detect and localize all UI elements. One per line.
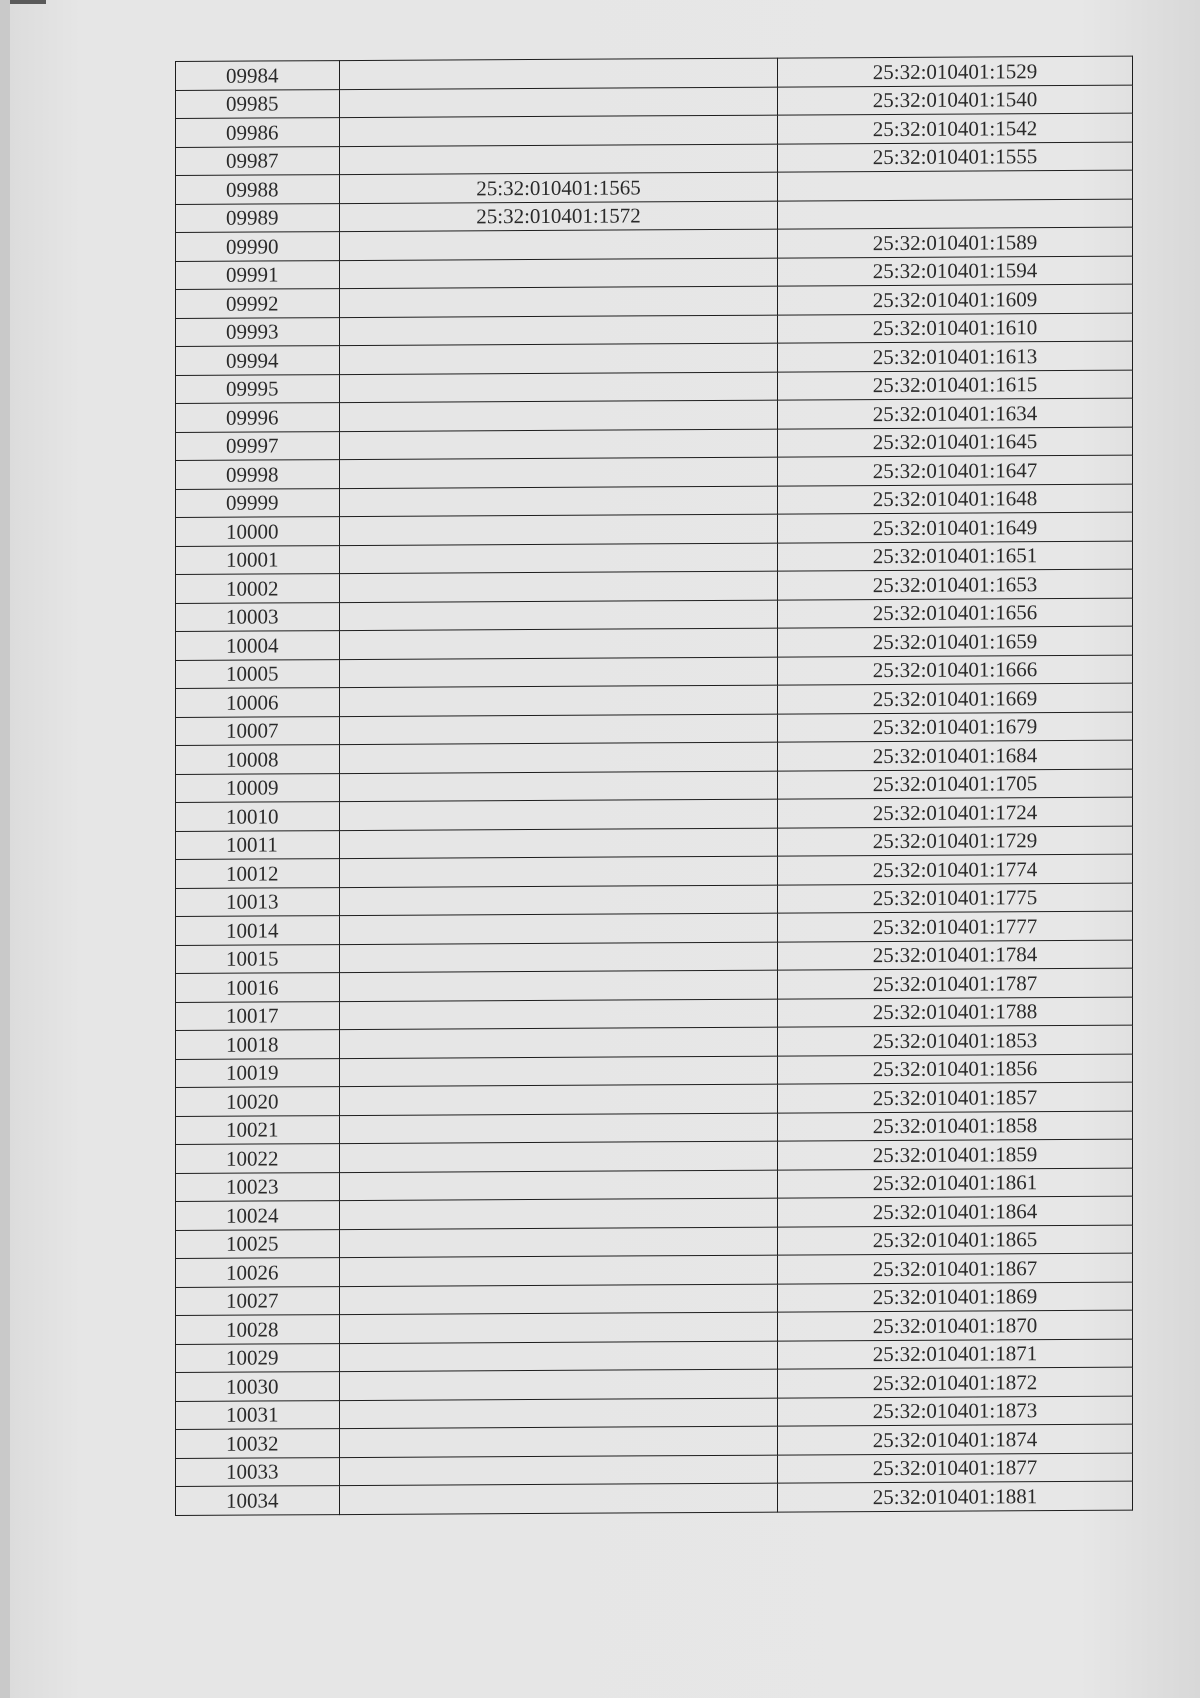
cadastral-number-cell-left — [340, 486, 778, 517]
cadastral-number-cell-left — [340, 1398, 778, 1429]
row-number-cell: 10028 — [176, 1315, 340, 1344]
cadastral-number-cell-left — [340, 856, 778, 887]
row-number-cell: 09993 — [176, 317, 340, 346]
cadastral-number-cell-right: 25:32:010401:1656 — [778, 598, 1133, 628]
table-row — [176, 1481, 1133, 1515]
cadastral-number-cell-right: 25:32:010401:1864 — [778, 1196, 1133, 1226]
cadastral-number-cell-right — [778, 170, 1133, 200]
row-number-cell: 09984 — [176, 61, 340, 90]
row-number-cell: 09989 — [176, 203, 340, 232]
cadastral-number-cell-right: 25:32:010401:1861 — [778, 1168, 1133, 1198]
row-number-cell: 10023 — [176, 1172, 340, 1201]
cadastral-number-cell-right: 25:32:010401:1874 — [778, 1424, 1133, 1454]
cadastral-number-cell-left — [340, 657, 778, 688]
cadastral-number-cell-right: 25:32:010401:1865 — [778, 1225, 1133, 1255]
cadastral-number-cell-right: 25:32:010401:1659 — [778, 626, 1133, 656]
row-number-cell: 10025 — [176, 1229, 340, 1258]
scan-corner-mark — [10, 0, 46, 4]
cadastral-number-cell-left — [340, 1341, 778, 1372]
row-number-cell: 10019 — [176, 1058, 340, 1087]
cadastral-number-cell-right: 25:32:010401:1775 — [778, 883, 1133, 913]
row-number-cell: 09995 — [176, 374, 340, 403]
cadastral-number-cell-left — [340, 115, 778, 146]
cadastral-number-cell-right: 25:32:010401:1724 — [778, 797, 1133, 827]
row-number-cell: 10000 — [176, 517, 340, 546]
row-number-cell: 10010 — [176, 802, 340, 831]
cadastral-number-cell-left — [340, 1141, 778, 1172]
scanned-page — [10, 0, 1200, 1698]
cadastral-number-cell-left — [340, 144, 778, 175]
cadastral-number-cell-left — [340, 571, 778, 602]
row-number-cell: 10026 — [176, 1258, 340, 1287]
row-number-cell: 10012 — [176, 859, 340, 888]
cadastral-number-cell-right: 25:32:010401:1555 — [778, 142, 1133, 172]
cadastral-number-cell-right: 25:32:010401:1870 — [778, 1310, 1133, 1340]
cadastral-number-cell-left — [340, 742, 778, 773]
cadastral-number-cell-right: 25:32:010401:1645 — [778, 427, 1133, 457]
cadastral-number-cell-right: 25:32:010401:1787 — [778, 968, 1133, 998]
cadastral-number-cell-right: 25:32:010401:1774 — [778, 854, 1133, 884]
cadastral-number-cell-right: 25:32:010401:1651 — [778, 541, 1133, 571]
table-body — [176, 56, 1133, 1515]
cadastral-number-cell-left — [340, 685, 778, 716]
row-number-cell: 10002 — [176, 574, 340, 603]
cadastral-number-cell-left — [340, 1483, 778, 1514]
cadastral-number-cell-right: 25:32:010401:1784 — [778, 940, 1133, 970]
cadastral-number-cell-right: 25:32:010401:1869 — [778, 1282, 1133, 1312]
row-number-cell: 10009 — [176, 773, 340, 802]
cadastral-number-cell-right: 25:32:010401:1857 — [778, 1082, 1133, 1112]
row-number-cell: 10008 — [176, 745, 340, 774]
row-number-cell: 09990 — [176, 232, 340, 261]
cadastral-number-cell-left — [340, 1255, 778, 1286]
cadastral-number-cell-left — [340, 1284, 778, 1315]
cadastral-number-table — [175, 56, 1133, 1516]
cadastral-number-cell-right: 25:32:010401:1858 — [778, 1111, 1133, 1141]
cadastral-number-cell-left — [340, 429, 778, 460]
row-number-cell: 10022 — [176, 1144, 340, 1173]
row-number-cell: 09985 — [176, 89, 340, 118]
cadastral-number-cell-left — [340, 372, 778, 403]
row-number-cell: 09997 — [176, 431, 340, 460]
row-number-cell: 10030 — [176, 1372, 340, 1401]
row-number-cell: 10032 — [176, 1429, 340, 1458]
cadastral-number-cell-left — [340, 1027, 778, 1058]
cadastral-number-cell-right: 25:32:010401:1777 — [778, 911, 1133, 941]
row-number-cell: 09986 — [176, 118, 340, 147]
cadastral-number-cell-right: 25:32:010401:1872 — [778, 1367, 1133, 1397]
row-number-cell: 10021 — [176, 1115, 340, 1144]
cadastral-number-cell-left: 25:32:010401:1572 — [340, 201, 778, 232]
cadastral-number-cell-right: 25:32:010401:1856 — [778, 1054, 1133, 1084]
cadastral-number-cell-right: 25:32:010401:1729 — [778, 826, 1133, 856]
cadastral-number-cell-right: 25:32:010401:1529 — [778, 56, 1133, 86]
cadastral-number-cell-right: 25:32:010401:1609 — [778, 284, 1133, 314]
cadastral-number-cell-left — [340, 942, 778, 973]
cadastral-number-cell-right: 25:32:010401:1613 — [778, 341, 1133, 371]
row-number-cell: 10004 — [176, 631, 340, 660]
cadastral-number-cell-right: 25:32:010401:1867 — [778, 1253, 1133, 1283]
cadastral-number-cell-left — [340, 1312, 778, 1343]
cadastral-number-cell-right: 25:32:010401:1705 — [778, 769, 1133, 799]
row-number-cell: 10011 — [176, 830, 340, 859]
cadastral-number-cell-right: 25:32:010401:1684 — [778, 740, 1133, 770]
cadastral-number-cell-right: 25:32:010401:1653 — [778, 569, 1133, 599]
cadastral-number-cell-right: 25:32:010401:1540 — [778, 85, 1133, 115]
cadastral-number-cell-right: 25:32:010401:1873 — [778, 1396, 1133, 1426]
cadastral-number-cell-left — [340, 1198, 778, 1229]
row-number-cell: 10003 — [176, 602, 340, 631]
cadastral-number-cell-right: 25:32:010401:1788 — [778, 997, 1133, 1027]
row-number-cell: 10001 — [176, 545, 340, 574]
cadastral-number-cell-left — [340, 229, 778, 260]
cadastral-number-cell-left — [340, 1369, 778, 1400]
row-number-cell: 09987 — [176, 146, 340, 175]
cadastral-number-cell-left — [340, 1170, 778, 1201]
cadastral-number-cell-left — [340, 1056, 778, 1087]
cadastral-number-cell-left — [340, 628, 778, 659]
row-number-cell: 10024 — [176, 1201, 340, 1230]
cadastral-number-cell-left — [340, 828, 778, 859]
row-number-cell: 10016 — [176, 973, 340, 1002]
cadastral-number-cell-left — [340, 58, 778, 89]
cadastral-number-cell-left — [340, 315, 778, 346]
row-number-cell: 10020 — [176, 1087, 340, 1116]
cadastral-number-cell-right: 25:32:010401:1542 — [778, 113, 1133, 143]
cadastral-number-cell-left — [340, 885, 778, 916]
row-number-cell: 10033 — [176, 1457, 340, 1486]
row-number-cell: 10034 — [176, 1486, 340, 1515]
cadastral-number-cell-left — [340, 286, 778, 317]
cadastral-number-cell-right: 25:32:010401:1589 — [778, 227, 1133, 257]
row-number-cell: 09994 — [176, 346, 340, 375]
cadastral-number-cell-left — [340, 1084, 778, 1115]
cadastral-number-cell-right: 25:32:010401:1881 — [778, 1481, 1133, 1511]
cadastral-number-cell-left — [340, 343, 778, 374]
cadastral-number-cell-right: 25:32:010401:1877 — [778, 1453, 1133, 1483]
cadastral-number-cell-left — [340, 543, 778, 574]
cadastral-number-cell-left — [340, 87, 778, 118]
row-number-cell: 10013 — [176, 887, 340, 916]
cadastral-number-cell-right: 25:32:010401:1649 — [778, 512, 1133, 542]
row-number-cell: 09999 — [176, 488, 340, 517]
cadastral-number-cell-left — [340, 970, 778, 1001]
cadastral-number-cell-right: 25:32:010401:1859 — [778, 1139, 1133, 1169]
cadastral-number-cell-left — [340, 913, 778, 944]
cadastral-number-cell-right: 25:32:010401:1634 — [778, 398, 1133, 428]
cadastral-number-cell-right — [778, 199, 1133, 229]
cadastral-number-cell-left — [340, 600, 778, 631]
row-number-cell: 09996 — [176, 403, 340, 432]
cadastral-number-cell-right: 25:32:010401:1666 — [778, 655, 1133, 685]
cadastral-number-cell-left — [340, 258, 778, 289]
cadastral-number-cell-left — [340, 400, 778, 431]
cadastral-number-cell-right: 25:32:010401:1648 — [778, 484, 1133, 514]
cadastral-number-cell-left — [340, 1113, 778, 1144]
row-number-cell: 09988 — [176, 175, 340, 204]
row-number-cell: 10031 — [176, 1400, 340, 1429]
cadastral-number-cell-right: 25:32:010401:1871 — [778, 1339, 1133, 1369]
row-number-cell: 10018 — [176, 1030, 340, 1059]
row-number-cell: 10007 — [176, 716, 340, 745]
row-number-cell: 10027 — [176, 1286, 340, 1315]
cadastral-number-cell-left — [340, 1455, 778, 1486]
row-number-cell: 10014 — [176, 916, 340, 945]
cadastral-number-cell-right: 25:32:010401:1594 — [778, 256, 1133, 286]
row-number-cell: 10017 — [176, 1001, 340, 1030]
cadastral-number-cell-right: 25:32:010401:1647 — [778, 455, 1133, 485]
cadastral-number-cell-right: 25:32:010401:1679 — [778, 712, 1133, 742]
row-number-cell: 10005 — [176, 659, 340, 688]
row-number-cell: 10006 — [176, 688, 340, 717]
cadastral-number-cell-right: 25:32:010401:1615 — [778, 370, 1133, 400]
cadastral-number-cell-right: 25:32:010401:1853 — [778, 1025, 1133, 1055]
row-number-cell: 10015 — [176, 944, 340, 973]
cadastral-number-cell-left — [340, 514, 778, 545]
row-number-cell: 09991 — [176, 260, 340, 289]
cadastral-number-cell-left — [340, 457, 778, 488]
cadastral-number-cell-left — [340, 799, 778, 830]
cadastral-number-cell-left — [340, 999, 778, 1030]
cadastral-number-cell-left — [340, 714, 778, 745]
row-number-cell: 09998 — [176, 460, 340, 489]
cadastral-number-cell-right: 25:32:010401:1610 — [778, 313, 1133, 343]
cadastral-number-cell-left: 25:32:010401:1565 — [340, 172, 778, 203]
cadastral-number-cell-left — [340, 1227, 778, 1258]
cadastral-number-cell-right: 25:32:010401:1669 — [778, 683, 1133, 713]
cadastral-number-cell-left — [340, 1426, 778, 1457]
row-number-cell: 10029 — [176, 1343, 340, 1372]
cadastral-number-cell-left — [340, 771, 778, 802]
row-number-cell: 09992 — [176, 289, 340, 318]
